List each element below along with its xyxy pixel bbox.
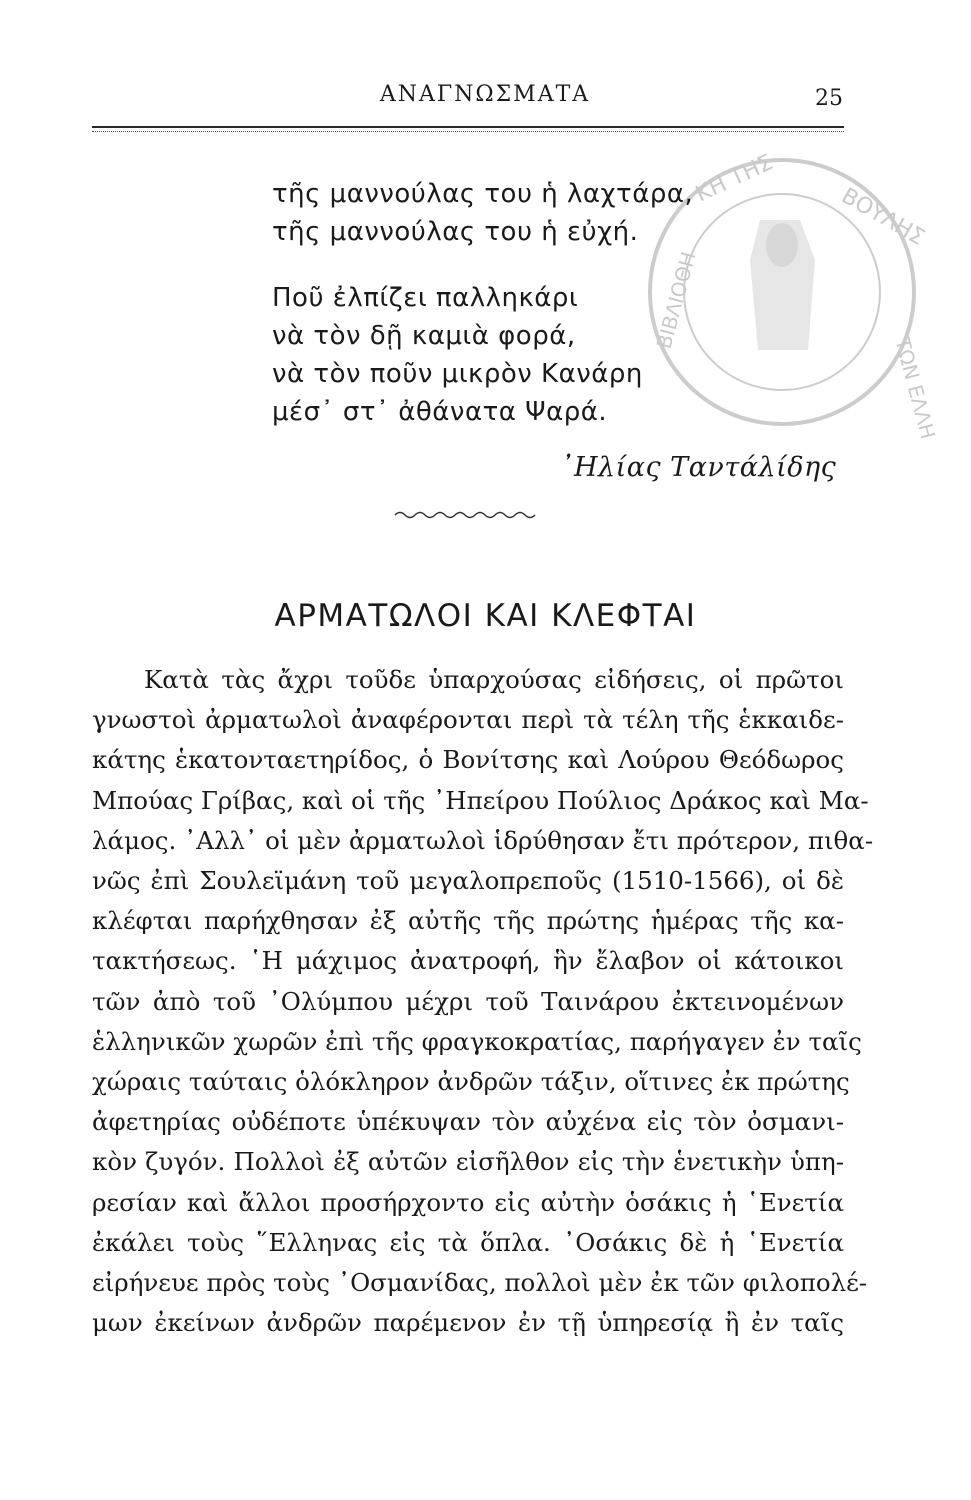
text-line: κάτης ἑκατονταετηρίδος, ὁ Βονίτσης καὶ Λούρου Θεόδωρος xyxy=(92,745,844,775)
text-line: χώραις ταύταις ὁλόκληρον ἀνδρῶν τάξιν, οἵτινες ἐκ πρώτης xyxy=(92,1067,850,1097)
header-rule xyxy=(92,126,844,128)
text-line: τῶν ἀπὸ τοῦ ᾽Ολύμπου μέχρι τοῦ Ταινάρου ἐκτεινομένων xyxy=(92,986,844,1016)
poem xyxy=(272,175,693,431)
text-line: εἰρήνευε πρὸς τοὺς ᾽Οσμανίδας, πολλοὶ μὲν ἐκ τῶν φιλοπολέ- xyxy=(92,1268,868,1298)
text-line: μων ἐκείνων ἀνδρῶν παρέμενον ἐν τῇ ὑπηρεσίᾳ ἢ ἐν ταῖς xyxy=(92,1308,844,1338)
text-line: νῶς ἐπὶ Σουλεϊμάνη τοῦ μεγαλοπρεποῦς (1510-1566), οἱ δὲ xyxy=(92,866,844,896)
text-line: γνωστοὶ ἀρματωλοὶ ἀναφέρονται περὶ τὰ τέλη τῆς ἑκκαιδε- xyxy=(92,705,844,735)
svg-text:ΒΟΥΛΗΣ: ΒΟΥΛΗΣ xyxy=(837,183,929,251)
text-line: ἀφετηρίας οὐδέποτε ὑπέκυψαν τὸν αὐχένα εἰς τὸν ὀσμανι- xyxy=(92,1107,844,1137)
text-line: ἐκάλει τοὺς ῞Ελληνας εἰς τὰ ὅπλα. ᾽Οσάκις δὲ ἡ ῾Ενετία xyxy=(92,1227,844,1257)
svg-text:ΚΗ ΤΗΣ: ΚΗ ΤΗΣ xyxy=(691,150,777,208)
svg-text:ΤΩΝ ΕΛΛΗ: ΤΩΝ ΕΛΛΗ xyxy=(890,335,941,442)
svg-text:ΒΙΒΛΙΟΘΗ: ΒΙΒΛΙΟΘΗ xyxy=(651,249,701,352)
running-title: ΑΝΑΓΝΩΣΜΑΤΑ xyxy=(379,82,591,107)
poem-line: μέσ᾽ στ᾽ ἀθάνατα Ψαρά. xyxy=(272,397,608,427)
poem-line: τῆς μαννούλας του ἡ εὐχή. xyxy=(272,217,639,247)
text-line: τακτήσεως. ῾Η μάχιμος ἀνατροφή, ἣν ἔλαβον οἱ κάτοικοι xyxy=(92,946,844,976)
body-text xyxy=(92,660,874,1343)
text-line: λάμος. ᾽Αλλ᾽ οἱ μὲν ἀρματωλοὶ ἱδρύθησαν ἔτι πρότερον, πιθα- xyxy=(92,825,874,855)
page-number: 25 xyxy=(815,86,843,111)
text-line: κλέφται παρήχθησαν ἐξ αὐτῆς τῆς πρώτης ἡμέρας τῆς κα- xyxy=(92,906,844,936)
text-line: Μπούας Γρίβας, καὶ οἱ τῆς ᾽Ηπείρου Πούλιος Δράκος καὶ Μα- xyxy=(92,785,869,815)
poem-line: Ποῦ ἐλπίζει παλληκάρι xyxy=(272,283,579,313)
poem-author: ᾽Ηλίας Ταντάλίδης xyxy=(560,452,837,483)
tilde-ornament-divider xyxy=(395,508,535,522)
section-title: ΑΡΜΑΤΩΛΟΙ ΚΑΙ ΚΛΕΦΤΑΙ xyxy=(274,598,697,634)
poem-line: νὰ τὸν ποῦν μικρὸν Κανάρη xyxy=(272,359,643,389)
text-line: ρεσίαν καὶ ἄλλοι προσήρχοντο εἰς αὐτὴν ὁσάκις ἡ ῾Ενετία xyxy=(92,1187,844,1217)
poem-line: νὰ τὸν δῇ καμιὰ φορά, xyxy=(272,321,576,351)
text-line: κὸν ζυγόν. Πολλοὶ ἐξ αὐτῶν εἰσῆλθον εἰς τὴν ἑνετικὴν ὑπη- xyxy=(92,1147,844,1177)
text-line: ἑλληνικῶν χωρῶν ἐπὶ τῆς φραγκοκρατίας, παρήγαγεν ἐν ταῖς xyxy=(92,1026,862,1056)
poem-line: τῆς μαννούλας του ἡ λαχτάρα, xyxy=(272,179,694,209)
text-line: Κατὰ τὰς ἄχρι τοῦδε ὑπαρχούσας εἰδήσεις, οἱ πρῶτοι xyxy=(144,665,844,694)
